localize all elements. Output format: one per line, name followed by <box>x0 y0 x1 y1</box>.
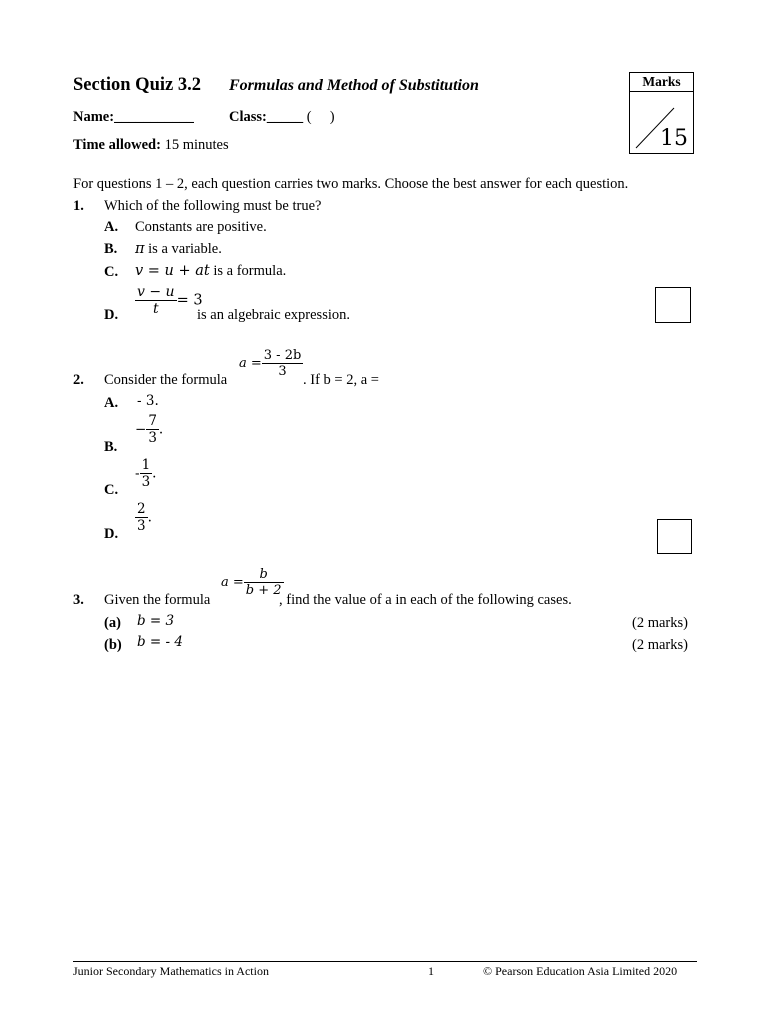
q2-stem-after: . If b = 2, a = <box>303 372 379 388</box>
q1-option-b-letter: B. <box>104 241 118 257</box>
q1-stem: Which of the following must be true? <box>104 198 322 214</box>
q2-b-denominator: 3 <box>148 430 157 446</box>
time-allowed <box>73 137 229 154</box>
name-field <box>73 109 194 126</box>
q1-d-denominator: t <box>135 300 177 317</box>
q3-part-a-expr: b = 3 <box>137 613 175 629</box>
q1-option-d-text: is an algebraic expression. <box>197 307 351 323</box>
q3-part-b-marks: (2 marks) <box>632 637 688 653</box>
q2-option-b-letter: B. <box>104 439 118 455</box>
q2-option-a-value: - 3. <box>137 393 159 409</box>
q3-formula-numerator: b <box>259 567 268 582</box>
class-blank: _____ <box>266 109 304 125</box>
marks-total: 15 <box>660 126 688 151</box>
footer-book-title: Junior Secondary Mathematics in Action <box>73 964 269 978</box>
footer-copyright: © Pearson Education Asia Limited 2020 <box>483 964 678 978</box>
q3-part-a-label: (a) <box>104 615 121 631</box>
q1-option-c-letter: C. <box>104 264 119 280</box>
q3-part-b-expr: b = - 4 <box>137 634 183 650</box>
marks-box <box>629 72 694 154</box>
q2-option-d-letter: D. <box>104 526 119 542</box>
q2-b-sign: − <box>135 421 147 438</box>
q2-formula <box>239 348 303 379</box>
q2-b-numerator: 7 <box>148 413 157 429</box>
q1-d-rhs: = 3 <box>176 292 203 309</box>
q1-option-d-letter: D. <box>104 307 119 323</box>
q1-option-c-formula: v = u + at <box>135 263 210 279</box>
q3-formula-lhs: a = <box>221 575 244 590</box>
q2-d-numerator: 2 <box>137 501 146 517</box>
q2-option-c-value <box>135 457 156 490</box>
q3-number: 3. <box>73 592 84 608</box>
q1-option-a-text: Constants are positive. <box>135 219 267 235</box>
time-value: 15 minutes <box>164 137 229 153</box>
q1-option-c-text: is a formula. <box>213 263 287 279</box>
name-blank: ___________ <box>114 109 194 125</box>
q3-part-a-marks: (2 marks) <box>632 615 688 631</box>
time-label: Time allowed: <box>73 137 161 153</box>
quiz-subtitle: Formulas and Method of Substitution <box>229 77 479 94</box>
q2-answer-box[interactable] <box>657 519 692 554</box>
quiz-title: Section Quiz 3.2 <box>73 75 201 95</box>
q2-c-denominator: 3 <box>141 474 151 490</box>
q2-d-denominator: 3 <box>137 518 146 534</box>
instructions: For questions 1 – 2, each question carries two marks. Choose the best answer for each question. <box>73 176 629 192</box>
name-label: Name: <box>73 109 115 125</box>
q2-option-a-letter: A. <box>104 395 119 411</box>
q2-option-b-value <box>135 413 163 446</box>
q3-part-b-label: (b) <box>104 637 122 653</box>
q3-formula-denominator: b + 2 <box>245 583 282 598</box>
class-field <box>229 109 335 126</box>
q1-option-d-fraction <box>135 284 203 317</box>
q2-c-tail: . <box>152 465 157 482</box>
q3-stem-after: , find the value of a in each of the following cases. <box>279 592 572 608</box>
footer-page-number: 1 <box>428 964 434 978</box>
q2-number: 2. <box>73 372 84 388</box>
q2-d-tail: . <box>147 509 152 526</box>
footer-rule <box>73 961 697 962</box>
q2-formula-numerator: 3 - 2b <box>263 348 302 363</box>
q2-option-d-value <box>135 501 152 534</box>
q3-formula <box>221 567 284 598</box>
q2-stem-before: Consider the formula <box>104 372 228 388</box>
q1-answer-box[interactable] <box>655 287 691 323</box>
pi-symbol: π <box>135 241 145 257</box>
q1-option-b <box>135 241 222 258</box>
marks-label: Marks <box>630 73 693 92</box>
q2-option-c-letter: C. <box>104 482 119 498</box>
q1-number: 1. <box>73 198 84 214</box>
q3-stem-before: Given the formula <box>104 592 211 608</box>
q2-c-numerator: 1 <box>141 457 151 473</box>
q2-c-sign: - <box>135 465 140 482</box>
q1-option-b-text: is a variable. <box>148 241 222 257</box>
q1-option-a-letter: A. <box>104 219 119 235</box>
class-number-paren: ( ) <box>306 109 335 125</box>
q1-option-c <box>135 263 286 280</box>
q2-b-tail: . <box>158 421 164 438</box>
class-label: Class: <box>229 109 267 125</box>
q2-formula-lhs: a = <box>239 356 262 371</box>
q2-formula-denominator: 3 <box>262 363 304 379</box>
q1-d-numerator: v − u <box>137 284 175 300</box>
